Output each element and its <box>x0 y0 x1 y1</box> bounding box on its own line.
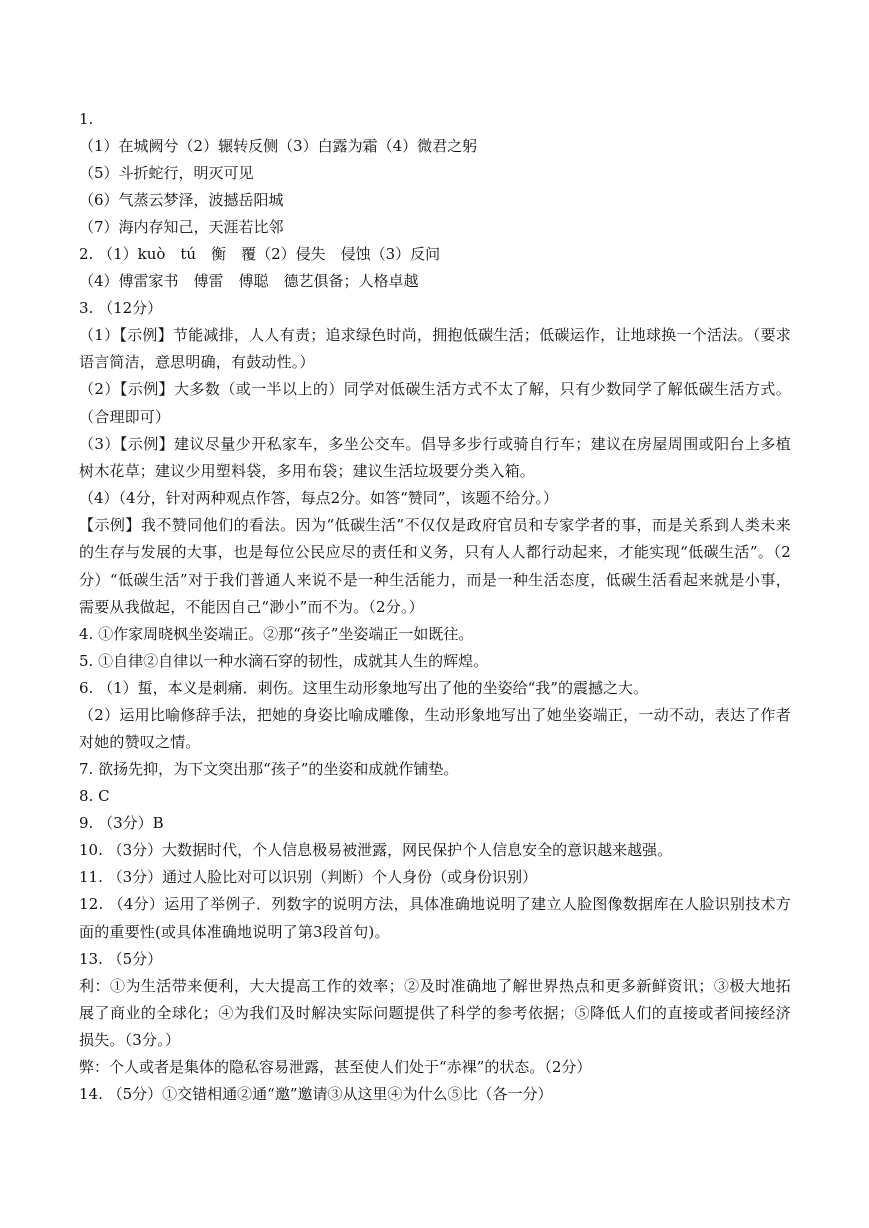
q3-answer-4-note: （4）（4分，针对两种观点作答，每点2分。如答“赞同”，该题不给分。） <box>79 489 558 508</box>
q4-answer: 4. ①作家周晓枫坐姿端正。②那“孩子”坐姿端正一如既往。 <box>79 625 474 644</box>
q10-answer: 10. （3分）大数据时代，个人信息极易被泄露，网民保护个人信息安全的意识越来越强。 <box>79 841 673 860</box>
q13-header: 13. （5分） <box>79 949 163 968</box>
q3-answer-1: （1）【示例】节能减排，人人有责；追求绿色时尚，拥抱低碳生活；低碳运作，让地球换一个活法。（要求语言简洁，意思明确，有鼓动性。） <box>79 326 791 372</box>
q7-answer: 7. 欲扬先抑，为下文突出那“孩子”的坐姿和成就作铺垫。 <box>79 760 459 779</box>
q13-advantages: 利：①为生活带来便利，大大提高工作的效率；②及时准确地了解世界热点和更多新鲜资讯；③极大地拓展了商业的全球化；④为我们及时解决实际问题提供了科学的参考依据；⑤降低人们的直接或者间接经济损失。（3分。） <box>79 976 791 1050</box>
q9-answer: 9. （3分）B <box>79 814 164 833</box>
q13-disadvantages: 弊：个人或者是集体的隐私容易泄露，甚至使人们处于“赤裸”的状态。（2分） <box>79 1058 592 1077</box>
q12-answer: 12. （4分）运用了举例子．列数字的说明方法，具体准确地说明了建立人脸图像数据库在人脸识别技术方面的重要性(或具体准确地说明了第3段首句)。 <box>79 895 791 941</box>
q6-answer-2: （2）运用比喻修辞手法，把她的身姿比喻成雕像，生动形象地写出了她坐姿端正，一动不动，表达了作者对她的赞叹之情。 <box>79 706 791 752</box>
q14-answer: 14. （5分）①交错相通②通“邀”邀请③从这里④为什么⑤比（各一分） <box>79 1085 553 1104</box>
q5-answer: 5. ①自律②自律以一种水滴石穿的韧性，成就其人生的辉煌。 <box>79 652 489 671</box>
q1-answer-1-4: （1）在城阙兮（2）辗转反侧（3）白露为霜（4）微君之躬 <box>79 137 478 155</box>
q8-answer: 8. C <box>79 787 110 806</box>
q1-number: 1. <box>79 110 94 128</box>
q1-answer-5: （5）斗折蛇行，明灭可见 <box>79 164 254 182</box>
q6-answer-1: 6. （1）蜇，本义是刺痛．刺伤。这里生动形象地写出了他的坐姿给“我”的震撼之大。 <box>79 679 648 698</box>
q3-header: 3. （12分） <box>79 299 163 317</box>
q3-answer-2: （2）【示例】大多数（或一半以上的）同学对低碳生活方式不太了解，只有少数同学了解低碳生活方式。（合理即可） <box>79 380 791 426</box>
q1-answer-6: （6）气蒸云梦泽，波撼岳阳城 <box>79 191 284 209</box>
q2-answer-4: （4）傅雷家书 傅雷 傅聪 德艺俱备；人格卓越 <box>79 272 419 290</box>
q3-answer-3: （3）【示例】建议尽量少开私家车，多坐公交车。倡导多步行或骑自行车；建议在房屋周围或阳台上多植树木花草；建议少用塑料袋，多用布袋；建议生活垃圾要分类入箱。 <box>79 434 791 481</box>
q3-answer-4-example: 【示例】我不赞同他们的看法。因为“低碳生活”不仅仅是政府官员和专家学者的事，而是关系到人类未来的生存与发展的大事，也是每位公民应尽的责任和义务，只有人人都行动起来，才能实现“低碳生活”。（2分）“低碳生活”对于我们普通人来说不是一种生活能力，而是一种生活态度，低碳生活看起来就是小事，需要从我做起，不能因自己“渺小”而不为。（2分。） <box>79 516 791 616</box>
q11-answer: 11. （3分）通过人脸比对可以识别（判断）个人身份（或身份识别） <box>79 868 538 887</box>
q1-answer-7: （7）海内存知己，天涯若比邻 <box>79 218 284 236</box>
q2-answer-1-3: 2. （1）kuò tú 衡 覆（2）侵失 侵蚀（3）反问 <box>79 245 441 263</box>
